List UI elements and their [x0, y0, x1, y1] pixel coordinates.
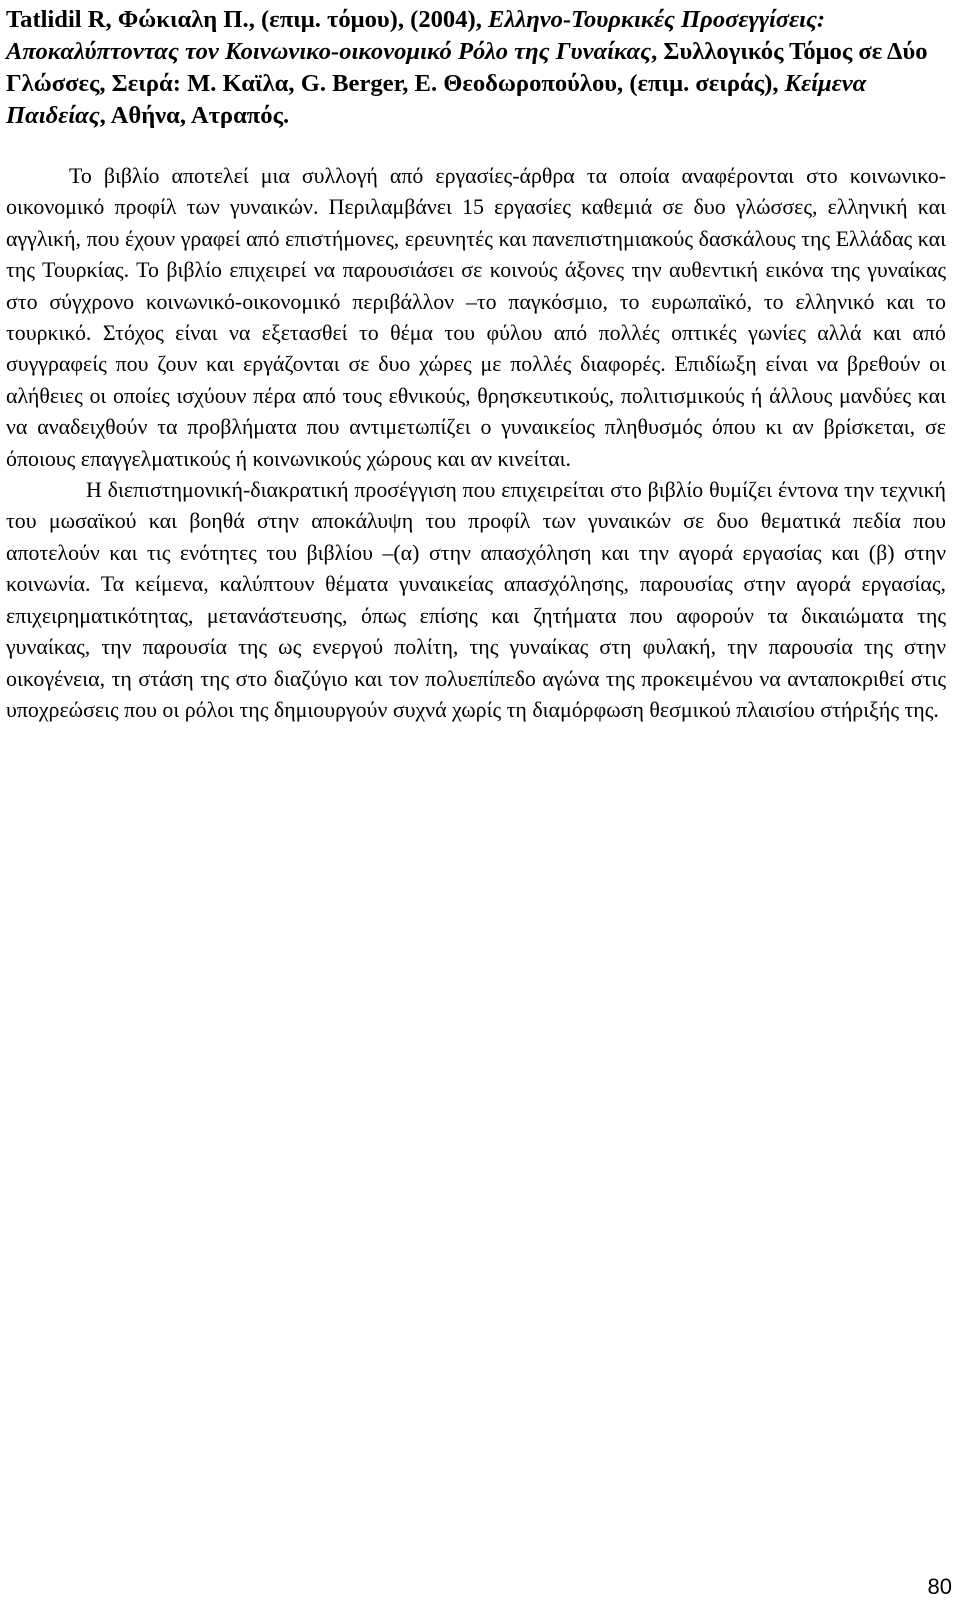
review-paragraph-1: Το βιβλίο αποτελεί μια συλλογή από εργασίες-άρθρα τα οποία αναφέρονται στο κοινωνικο-οικονομικό προφίλ των γυναικών. Περιλαμβάνει 15 εργασίες καθεμιά σε δυο γλώσσες, ελληνική και αγγλική, που έχουν γραφεί από επιστήμονες, ερευνητές και πανεπιστημιακούς δασκάλους της Ελλάδας και της Τουρκίας. Το βιβλίο επιχειρεί να παρουσιάσει σε κοινούς άξονες την αυθεντική εικόνα της γυναίκας στο σύγχρονο κοινωνικό-οικονομικό περιβάλλον –το παγκόσμιο, το ευρωπαϊκό, το ελληνικό και το τουρκικό. Στόχος είναι να εξετασθεί το θέμα του φύλου από πολλές οπτικές γωνίες αλλά και από συγγραφείς που ζουν και εργάζονται σε δυο χώρες με πολλές διαφορές. Επιδίωξη είναι να βρεθούν οι αλήθειες οι οποίες ισχύουν πέρα από τους εθνικούς, θρησκευτικούς, πολιτισμικούς ή άλλους μανδύες και να αναδειχθούν τα προβλήματα που αντιμετωπίζει ο γυναικείος πληθυσμός όπου κι αν βρίσκεται, σε όποιους επαγγελματικούς ή κοινωνικούς χώρους και αν κινείται. [6, 163, 946, 471]
book-citation [6, 4, 946, 132]
citation-details: , Συλλογικός Τόμος σε Δύο Γλώσσες, Σειρά: Μ. Καϊλα, G. Berger, Ε. Θεοδωροπούλου, (επιμ. σειράς), [6, 38, 928, 97]
review-paragraph-2: Η διεπιστημονική-διακρατική προσέγγιση που επιχειρείται στο βιβλίο θυμίζει έντονα την τεχνική του μωσαϊκού και βοηθά στην αποκάλυψη του προφίλ των γυναικών σε δυο θεματικά πεδία που αποτελούν και τις ενότητες του βιβλίου –(α) στην απασχόληση και την αγορά εργασίας και (β) στην κοινωνία. Τα κείμενα, καλύπτουν θέματα γυναικείας απασχόλησης, παρουσίας στην αγορά εργασίας, επιχειρηματικότητας, μετανάστευσης, όπως επίσης και ζητήματα που αφορούν τα δικαιώματα της γυναίκας, την παρουσία της ως ενεργού πολίτη, της γυναίκας στη φυλακή, την παρουσία της στην οικογένεια, τη στάση της στο διαζύγιο και τον πολυεπίπεδο αγώνα της προκειμένου να ανταποκριθεί στις υποχρεώσεις που οι ρόλοι της δημιουργούν συχνά χωρίς τη διαμόρφωση θεσμικού πλαισίου στήριξής της. [6, 477, 946, 722]
citation-book-title: Ελληνο-Τουρκικές Προσεγγίσεις: Αποκαλύπτοντας τον Κοινωνικο-οικονομικό Ρόλο της Γυναίκας [6, 6, 826, 65]
citation-series-title: Κείμενα Παιδείας [6, 70, 867, 129]
citation-publisher: , Αθήνα, Ατραπός. [99, 102, 290, 129]
citation-authors: Tatlidil R, Φώκιαλη Π., (επιμ. τόμου), (2004), [6, 6, 489, 33]
document-page [6, 0, 946, 725]
page-number: 80 [927, 1574, 952, 1599]
